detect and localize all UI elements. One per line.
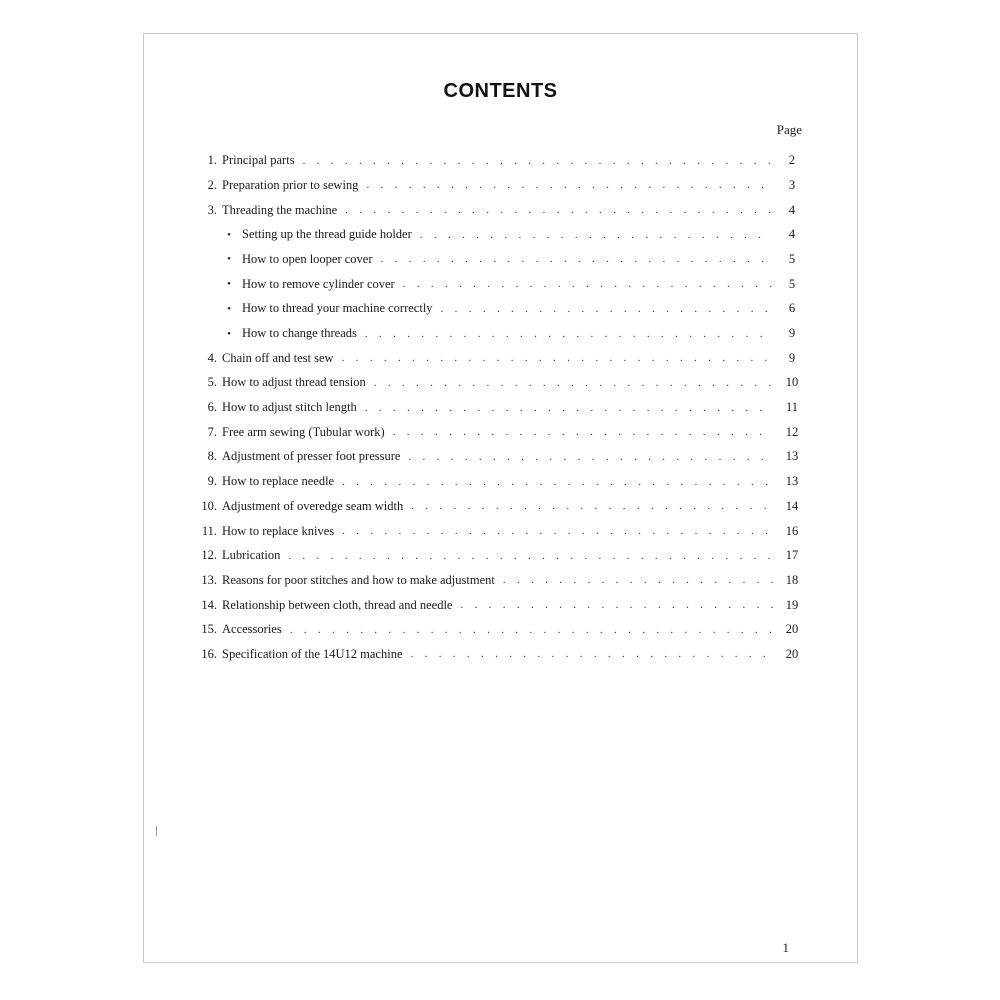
entry-label: Free arm sewing (Tubular work) (222, 424, 385, 439)
dot-leader (460, 600, 773, 611)
entry-number: 11. (201, 523, 217, 538)
entry-page: 6 (788, 301, 796, 316)
page-number: 1 (782, 940, 789, 955)
toc-entry (144, 463, 857, 488)
entry-page: 4 (788, 202, 796, 217)
entry-page: 2 (788, 153, 796, 168)
entry-label: Adjustment of overedge seam width (222, 498, 404, 513)
toc-entry (144, 512, 857, 537)
entry-number: 8. (207, 449, 217, 464)
toc-subentry (144, 216, 857, 241)
entry-page: 3 (788, 177, 796, 192)
dot-leader (303, 156, 773, 167)
entry-page: 11 (785, 400, 799, 415)
dot-leader (365, 403, 773, 414)
dot-leader (342, 353, 773, 364)
toc-entry (144, 488, 857, 513)
toc-entry (144, 537, 857, 562)
entry-page: 10 (785, 375, 799, 390)
entry-label: Relationship between cloth, thread and needle (222, 597, 453, 612)
entry-number: 2. (207, 177, 217, 192)
entry-number: 3. (207, 202, 217, 217)
entry-number: 16. (201, 646, 217, 661)
entry-label: Adjustment of presser foot pressure (222, 449, 401, 464)
entry-label: Reasons for poor stitches and how to make adjustment (222, 572, 495, 587)
entry-page: 13 (785, 474, 799, 489)
entry-number: 15. (201, 622, 217, 637)
entry-page: 5 (788, 251, 796, 266)
toc-entry (144, 167, 857, 192)
toc-subentry (144, 315, 857, 340)
entry-label: How to replace needle (222, 474, 335, 489)
entry-label: How to adjust thread tension (222, 375, 366, 390)
toc-entry (144, 611, 857, 636)
page-title: CONTENTS (443, 80, 558, 102)
dot-leader (374, 378, 773, 389)
dot-leader (342, 477, 773, 488)
toc-entry (144, 438, 857, 463)
dot-leader (403, 279, 773, 290)
dot-leader (381, 254, 773, 265)
entry-page: 20 (785, 646, 799, 661)
toc-subentry (144, 290, 857, 315)
dot-leader (411, 501, 773, 512)
entry-label: How to replace knives (222, 523, 335, 538)
bullet-icon: • (227, 327, 231, 340)
entry-label: Preparation prior to sewing (222, 177, 359, 192)
entry-page: 14 (785, 498, 799, 513)
toc-subentry (144, 241, 857, 266)
dot-leader (366, 180, 773, 191)
toc-entry (144, 586, 857, 611)
entry-label: How to thread your machine correctly (242, 301, 433, 316)
entry-label: Accessories (222, 622, 282, 637)
entry-number: 13. (201, 572, 217, 587)
toc-entry (144, 414, 857, 439)
entry-page: 4 (788, 227, 796, 242)
entry-number: 14. (201, 597, 217, 612)
entry-number: 7. (207, 424, 217, 439)
bullet-icon: • (227, 253, 231, 266)
entry-page: 9 (788, 350, 796, 365)
entry-page: 9 (788, 326, 796, 340)
scan-mark (156, 826, 157, 836)
entry-page: 13 (785, 449, 799, 464)
toc-subentry (144, 265, 857, 290)
dot-leader (420, 230, 773, 241)
entry-number: 1. (207, 153, 217, 168)
entry-label: How to change threads (242, 326, 357, 340)
toc-entry (144, 562, 857, 587)
entry-label: Threading the machine (222, 202, 338, 217)
entry-label: How to remove cylinder cover (242, 276, 395, 291)
bullet-icon: • (227, 278, 231, 291)
entry-number: 9. (207, 474, 217, 489)
dot-leader (393, 427, 773, 438)
entry-label: How to adjust stitch length (222, 400, 357, 415)
dot-leader (342, 526, 773, 537)
document-page (143, 33, 858, 963)
entry-number: 5. (207, 375, 217, 390)
entry-page: 17 (785, 548, 799, 563)
toc-entry (144, 364, 857, 389)
dot-leader (288, 551, 773, 562)
entry-label: Lubrication (222, 548, 281, 563)
entry-label: Specification of the 14U12 machine (222, 646, 403, 661)
toc-entry (144, 142, 857, 167)
entry-number: 4. (207, 350, 217, 365)
entry-page: 12 (785, 424, 799, 439)
toc-entry (144, 340, 857, 365)
dot-leader (411, 649, 774, 660)
entry-page: 18 (785, 572, 799, 587)
bullet-icon: • (227, 228, 231, 241)
entry-label: Chain off and test sew (222, 350, 334, 365)
dot-leader (345, 205, 773, 216)
entry-label: Principal parts (222, 153, 295, 168)
entry-page: 19 (785, 597, 799, 612)
entry-number: 6. (207, 400, 217, 415)
toc-entry (144, 636, 857, 661)
dot-leader (408, 452, 773, 463)
entry-label: Setting up the thread guide holder (242, 227, 412, 242)
table-of-contents (144, 142, 857, 660)
bullet-icon: • (227, 302, 231, 315)
entry-page: 5 (788, 276, 796, 291)
toc-entry (144, 191, 857, 216)
dot-leader (503, 575, 773, 586)
entry-number: 10. (201, 498, 217, 513)
entry-label: How to open looper cover (242, 251, 373, 266)
entry-page: 20 (785, 622, 799, 637)
page-column-header: Page (776, 122, 802, 137)
entry-page: 16 (785, 523, 799, 538)
entry-number: 12. (201, 548, 217, 563)
toc-entry (144, 389, 857, 414)
dot-leader (365, 329, 773, 340)
dot-leader (290, 625, 773, 636)
dot-leader (441, 304, 773, 315)
